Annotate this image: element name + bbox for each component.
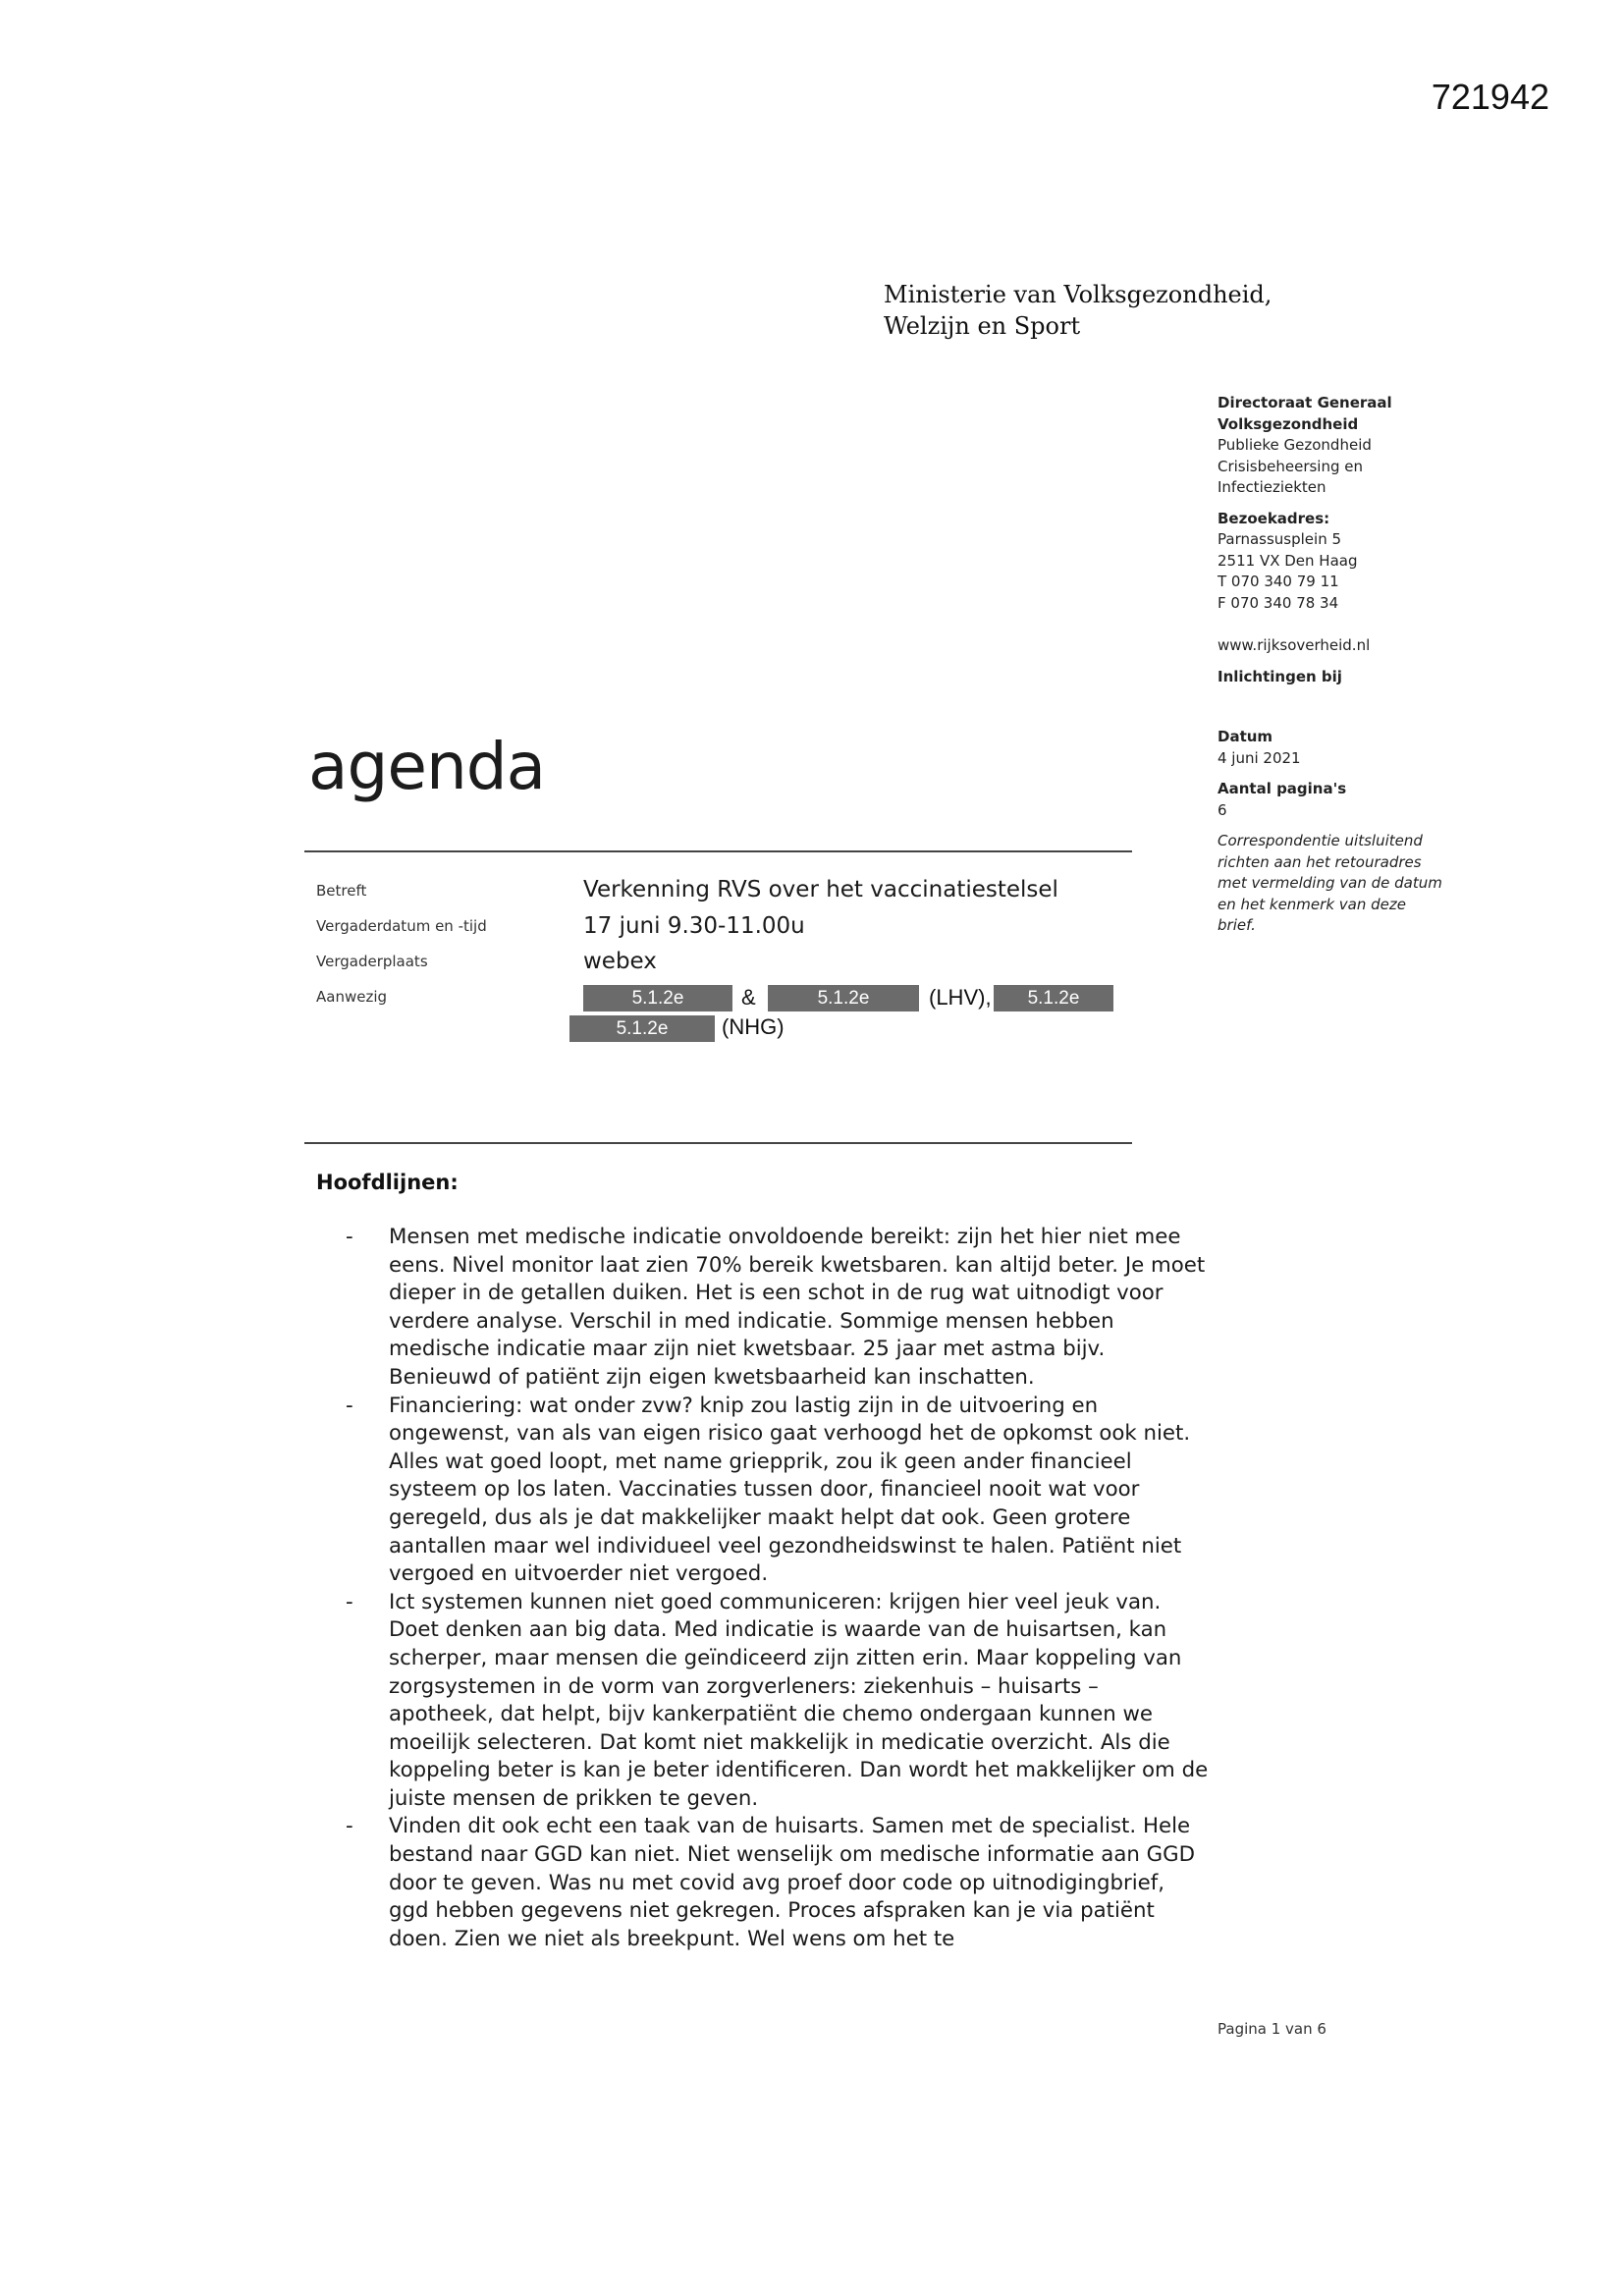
correspondence-note-line-5: brief. <box>1218 916 1256 934</box>
meeting-place-label: Vergaderplaats <box>316 953 428 970</box>
main-points-list <box>346 1224 1210 1953</box>
bullet-marker: - <box>346 1589 353 1614</box>
correspondence-note-line-3: met vermelding van de datum <box>1218 874 1442 892</box>
ministry-logo-text <box>884 279 1272 342</box>
ministry-name-line-2: Welzijn en Sport <box>884 312 1081 340</box>
fax-number: F 070 340 78 34 <box>1218 593 1339 612</box>
redacted-attendee-4: 5.1.2e <box>569 1015 715 1042</box>
attendees-label: Aanwezig <box>316 988 388 1006</box>
sender-info-column <box>1218 393 1473 937</box>
document-number: 721942 <box>1431 77 1549 117</box>
list-item-text: Ict systemen kunnen niet goed communiceren: krijgen hier veel jeuk van. Doet denken aan big data. Med indicatie is waarde van de huisartsen, kan scherper, maar mensen die geïndiceerd zijn zitten erin. Maar koppeling van zorgsystemen in de vorm van zorgverleners: ziekenhuis – huisarts – apotheek, dat helpt, bijv kankerpatiënt die chemo ondergaan kunnen we moeilijk selecteren. Dat komt niet makkelijk in medicatie overzicht. Als die koppeling beter is kan je beter identificeren. Dan wordt het makkelijker om de juiste mensen de prikken te geven. <box>389 1589 1209 1811</box>
list-item-text: Mensen met medische indicatie onvoldoende bereikt: zijn het hier niet mee eens. Nivel monitor laat zien 70% bereik kwetsbaren. kan altijd beter. Je moet dieper in de getallen duiken. Het is een schot in de rug wat uitnodigt voor verdere analyse. Verschil in med indicatie. Sommige mensen hebben medische indicatie maar zijn niet kwetsbaar. 25 jaar met astma bijv. Benieuwd of patiënt zijn eigen kwetsbaarheid kan inschatten. <box>389 1225 1206 1390</box>
page-count-label: Aantal pagina's <box>1218 780 1347 797</box>
directorate-line-2: Volksgezondheid <box>1218 414 1359 433</box>
page-indicator: Pagina 1 van 6 <box>1218 2020 1326 2038</box>
subject-value: Verkenning RVS over het vaccinatiestelsel <box>583 877 1058 902</box>
meeting-place-value: webex <box>583 949 657 974</box>
bottom-divider <box>304 1142 1132 1144</box>
section-title: Hoofdlijnen: <box>316 1171 459 1194</box>
meeting-datetime-label: Vergaderdatum en -tijd <box>316 917 487 935</box>
correspondence-note-line-2: richten aan het retouradres <box>1218 852 1422 871</box>
subject-label: Betreft <box>316 882 367 900</box>
page-count-value: 6 <box>1218 800 1227 819</box>
department-line-2: Crisisbeheersing en <box>1218 457 1364 475</box>
list-item-text: Vinden dit ook echt een taak van de huisarts. Samen met de specialist. Hele bestand naar GGD kan niet. Niet wenselijk om medische informatie aan GGD door te geven. Was nu met covid avg proef door code op uitnodigingbrief, ggd hebben gegevens niet gekregen. Proces afspraken kan je via patiënt doen. Zien we niet als breekpunt. Wel wens om het te <box>389 1814 1196 1951</box>
redacted-attendee-3: 5.1.2e <box>994 985 1113 1011</box>
meeting-datetime-value: 17 juni 9.30-11.00u <box>583 913 805 939</box>
list-item <box>346 1393 1210 1589</box>
list-item-text: Financiering: wat onder zvw? knip zou lastig zijn in de uitvoering en ongewenst, van als van eigen risico gaat verhoogd het de opkomst ook niet. Alles wat goed loopt, met name griepprik, zou ik geen ander financieel systeem op los laten. Vaccinaties tussen door, financieel nooit wat voor geregeld, dus als je dat makkelijker maakt helpt dat ook. Geen grotere aantallen maar wel individueel veel gezondheidswinst te halen. Patiënt niet vergoed en uitvoerder niet vergoed. <box>389 1393 1191 1587</box>
address-street: Parnassusplein 5 <box>1218 530 1342 548</box>
redacted-attendee-1: 5.1.2e <box>583 985 732 1011</box>
department-line-1: Publieke Gezondheid <box>1218 436 1372 454</box>
information-label: Inlichtingen bij <box>1218 667 1342 685</box>
ministry-name-line-1: Ministerie van Volksgezondheid, <box>884 281 1272 308</box>
correspondence-note-line-4: en het kenmerk van deze <box>1218 895 1406 913</box>
top-divider <box>304 850 1132 852</box>
address-postal: 2511 VX Den Haag <box>1218 551 1358 570</box>
date-value: 4 juni 2021 <box>1218 748 1301 767</box>
visit-address-label: Bezoekadres: <box>1218 509 1330 527</box>
website-link[interactable]: www.rijksoverheid.nl <box>1218 636 1371 654</box>
bullet-marker: - <box>346 1814 353 1839</box>
nhg-affiliation: (NHG) <box>722 1014 785 1039</box>
date-label: Datum <box>1218 728 1273 745</box>
redacted-attendee-2: 5.1.2e <box>768 985 919 1011</box>
department-line-3: Infectieziekten <box>1218 478 1326 496</box>
phone-number: T 070 340 79 11 <box>1218 573 1339 590</box>
directorate-line-1: Directoraat Generaal <box>1218 394 1392 411</box>
list-item <box>346 1813 1210 1953</box>
bullet-marker: - <box>346 1393 353 1418</box>
list-item <box>346 1589 1210 1814</box>
bullet-marker: - <box>346 1225 353 1249</box>
document-title: agenda <box>308 729 546 804</box>
list-item <box>346 1224 1210 1393</box>
correspondence-note-line-1: Correspondentie uitsluitend <box>1218 832 1423 849</box>
lhv-affiliation: (LHV), <box>929 985 992 1010</box>
ampersand: & <box>741 985 756 1010</box>
